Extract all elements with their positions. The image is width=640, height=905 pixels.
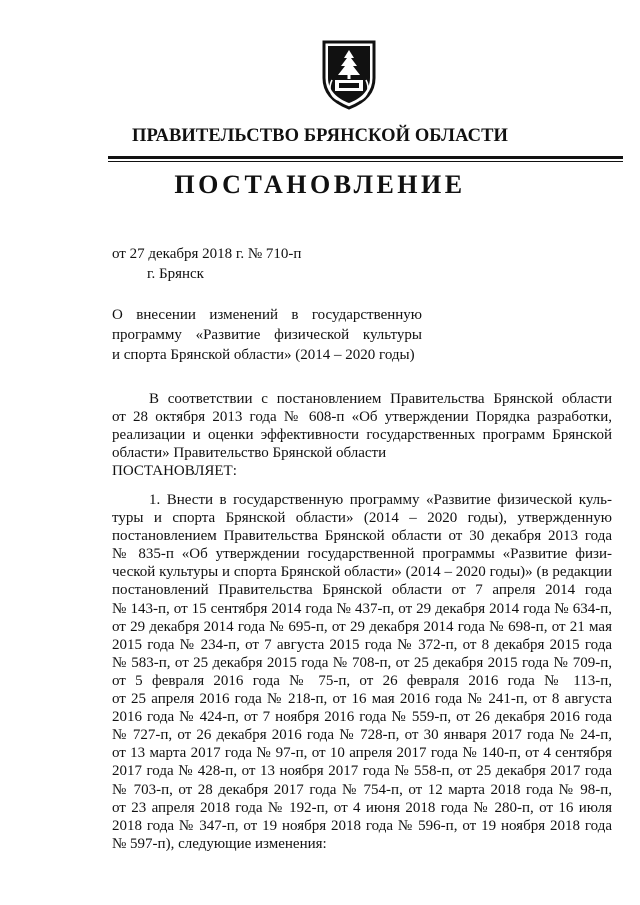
item-line: 2015 года № 234-п, от 7 августа 2015 года № 372-п, от 8 декабря 2015 года: [112, 636, 612, 653]
item-line: № 143-п, от 15 сентября 2014 года № 437-п, от 29 декабря 2014 года № 634-п,: [112, 600, 612, 617]
subject-line: и спорта Брянской области» (2014 – 2020 годы): [112, 347, 415, 363]
item-line: ческой культуры и спорта Брянской области» (2014 – 2020 годы)» (в редакции: [112, 564, 612, 581]
subject-line: программу «Развитие физической культуры: [112, 327, 422, 343]
item-line: 2018 года № 347-п, от 19 ноября 2018 года № 596-п, от 19 ноября 2018 года: [112, 817, 612, 834]
preamble-paragraph: [112, 390, 612, 480]
preamble-line: В соответствии с постановлением Правительства Брянской области: [149, 391, 612, 407]
resolves-keyword: ПОСТАНОВЛЯЕТ:: [112, 463, 237, 480]
item-line: постановлений Правительства Брянской области от 7 апреля 2014 года: [112, 582, 612, 599]
date-and-number: от 27 декабря 2018 г. № 710-п: [112, 246, 302, 262]
item-line: от 23 апреля 2018 года № 192-п, от 4 июня 2018 года № 280-п, от 16 июля: [112, 799, 612, 816]
subject-heading: [112, 305, 422, 365]
preamble-line: области» Правительство Брянской области: [112, 445, 387, 462]
preamble-line: от 28 октября 2013 года № 608-п «Об утверждении Порядка разработки,: [112, 409, 612, 426]
item-line: № 703-п, от 28 декабря 2017 года № 754-п, от 12 марта 2018 года № 98-п,: [112, 781, 612, 798]
item-line: № 727-п, от 26 декабря 2016 года № 728-п, от 30 января 2017 года № 24-п,: [112, 727, 612, 744]
item-line: 2016 года № 424-п, от 7 ноября 2016 года № 559-п, от 26 декабря 2016 года: [112, 709, 612, 726]
header-rule-thin: [108, 161, 623, 162]
item-line: 2017 года № 428-п, от 13 ноября 2017 года № 558-п, от 25 декабря 2017 года: [112, 763, 612, 780]
government-name: ПРАВИТЕЛЬСТВО БРЯНСКОЙ ОБЛАСТИ: [131, 126, 508, 146]
item-line: № 835-п «Об утверждении государственной программы «Развитие физи-: [112, 546, 612, 563]
item-line: туры и спорта Брянской области» (2014 – 2020 годы), утвержденную: [112, 510, 612, 527]
item-line: № 583-п, от 25 декабря 2015 года № 708-п, от 25 декабря 2015 года № 709-п,: [112, 654, 612, 671]
subject-line: О внесении изменений в государственную: [112, 307, 422, 323]
item-1-paragraph: [112, 491, 612, 853]
item-line: от 25 апреля 2016 года № 218-п, от 16 мая 2016 года № 241-п, от 8 августа: [112, 691, 612, 708]
item-line: постановлением Правительства Брянской области от 30 декабря 2013 года: [112, 528, 612, 545]
document-type-title: ПОСТАНОВЛЕНИЕ: [174, 170, 466, 199]
item-line: № 597-п), следующие изменения:: [112, 835, 327, 852]
item-line: от 5 февраля 2016 года № 75-п, от 26 февраля 2016 года № 113-п,: [112, 672, 612, 689]
item-line: 1. Внести в государственную программу «Развитие физической куль-: [149, 492, 612, 508]
preamble-line: реализации и оценки эффективности государственных программ Брянской: [112, 427, 612, 444]
coat-of-arms-emblem: [318, 40, 380, 110]
item-line: от 13 марта 2017 года № 97-п, от 10 апреля 2017 года № 140-п, от 4 сентября: [112, 745, 612, 762]
item-line: от 29 декабря 2014 года № 695-п, от 29 декабря 2014 года № 698-п, от 21 мая: [112, 618, 612, 635]
city: г. Брянск: [147, 266, 204, 282]
header-rule-thick: [108, 156, 623, 159]
